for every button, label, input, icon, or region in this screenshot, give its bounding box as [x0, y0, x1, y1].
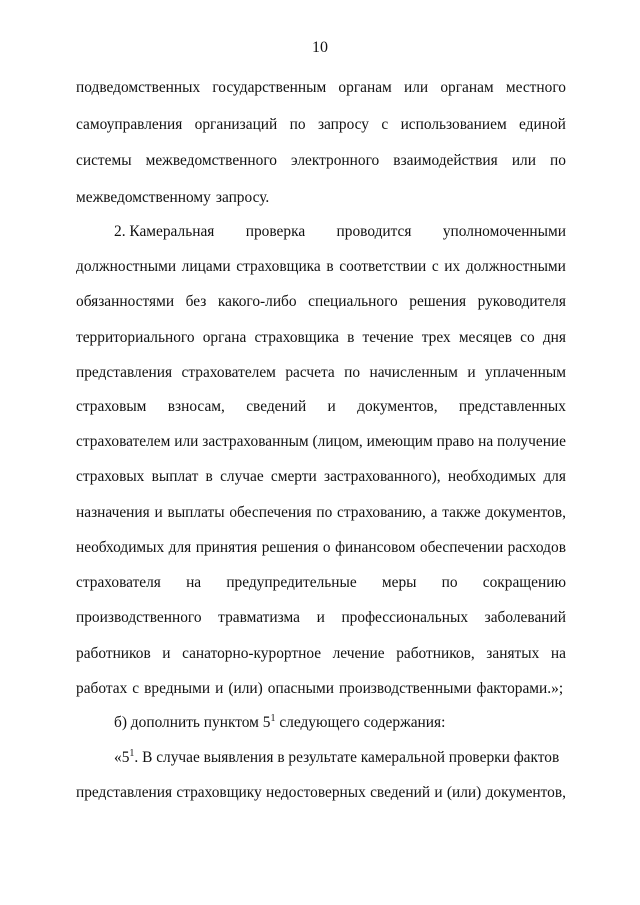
word: и [316, 609, 325, 626]
word: принятия [195, 539, 258, 556]
word: страховым [76, 398, 147, 415]
word: меры [381, 574, 417, 591]
word: дня [542, 329, 566, 346]
word: сведений [246, 398, 307, 415]
word: для [543, 468, 566, 485]
word: назначения [76, 504, 150, 521]
word: и [434, 784, 443, 801]
word: должностными [465, 258, 566, 275]
word: на [478, 433, 494, 450]
word: факторами.»; [476, 680, 564, 697]
word: или [174, 433, 199, 450]
word: по [550, 152, 566, 169]
word: в [326, 258, 334, 275]
word: межведомственного [145, 152, 277, 169]
word: в [347, 329, 355, 346]
word: застрахованным [202, 433, 309, 450]
word: соответствии [339, 258, 427, 275]
word: (или) [228, 680, 263, 697]
word: по [316, 504, 333, 521]
word: смерти [270, 468, 317, 485]
word: проводится [336, 223, 412, 240]
word: с [381, 116, 389, 133]
word: травматизма [218, 609, 300, 626]
word: случае [220, 468, 264, 485]
word: на [550, 645, 566, 662]
text-line [76, 573, 566, 593]
word: застрахованного), [324, 468, 441, 485]
word: имеющим [366, 433, 433, 450]
word: опасными [267, 680, 334, 697]
word: и [327, 398, 336, 415]
word: проверка [245, 223, 306, 240]
word: занятых [486, 645, 540, 662]
word: или [511, 152, 536, 169]
word: со [520, 329, 535, 346]
word: санаторно-курортное [182, 645, 322, 662]
word: страхователя [76, 574, 161, 591]
word: и [154, 504, 163, 521]
word: уплаченным [485, 364, 566, 381]
text-line [76, 292, 566, 312]
word: производственного [76, 609, 202, 626]
word: страхованию, [337, 504, 426, 521]
word: расчета [285, 364, 335, 381]
word: (или) [446, 784, 482, 801]
word: их [444, 258, 461, 275]
word: с [431, 258, 439, 275]
word: необходимых [447, 468, 537, 485]
text-line [76, 151, 566, 171]
word: работников, [396, 645, 475, 662]
word: органа [202, 329, 247, 346]
text-line [76, 78, 566, 98]
word: самоуправления [76, 116, 183, 133]
text-line [76, 783, 566, 803]
word: взносам, [167, 398, 225, 415]
text-line [76, 363, 566, 383]
word: электронного [291, 152, 380, 169]
text-run: «$5^1$. В случае выявления в результате камеральной проверки фактов [114, 748, 560, 766]
word: трех [421, 329, 451, 346]
text-line [76, 188, 566, 208]
word: взаимодействия [393, 152, 498, 169]
word: единой [519, 116, 566, 133]
word: получение [497, 433, 566, 450]
word: страхователем [181, 364, 276, 381]
text-line [114, 713, 566, 733]
word: заболеваний [484, 609, 566, 626]
word: работах [76, 680, 128, 697]
word: о [322, 539, 331, 556]
text-line [76, 608, 566, 628]
word: финансовом [335, 539, 416, 556]
superscript: 1 [270, 713, 276, 724]
word: обеспечении [419, 539, 504, 556]
text-run: . В случае выявления в результате камеральной проверки фактов [134, 749, 560, 766]
word: запросу [317, 116, 369, 133]
word: по [289, 116, 306, 133]
text-line [76, 467, 566, 487]
word: решения [261, 539, 319, 556]
text-line [76, 257, 566, 277]
word: по [344, 364, 361, 381]
word: выплат [151, 468, 199, 485]
word: предупредительные [226, 574, 357, 591]
word: представления [76, 784, 173, 801]
word: и [467, 364, 476, 381]
word: местного [505, 79, 566, 96]
text-line [76, 503, 566, 523]
word: органам [440, 79, 494, 96]
word: сокращению [482, 574, 566, 591]
word: а [430, 504, 438, 521]
word: обязанностями [76, 293, 175, 310]
word: или [403, 79, 429, 96]
word: лечение [332, 645, 385, 662]
word: использованием [400, 116, 507, 133]
word: на [186, 574, 202, 591]
text-line [76, 115, 566, 135]
word: право [436, 433, 475, 450]
word: профессиональных [341, 609, 469, 626]
word: документов, [485, 784, 566, 801]
word: необходимых [76, 539, 165, 556]
word: представления [76, 364, 173, 381]
word: специального [308, 293, 398, 310]
word: в [205, 468, 213, 485]
word: органам [338, 79, 392, 96]
word: страховщику [176, 784, 262, 801]
word: руководителя [477, 293, 566, 310]
word: производственными [338, 680, 472, 697]
word: по [441, 574, 458, 591]
text-run: б) дополнить пунктом $5^1$ следующего содержания: [114, 713, 446, 731]
word: (лицом, [312, 433, 363, 450]
word: лицами [181, 258, 231, 275]
word: страховщика [236, 258, 321, 275]
word: страхователем [76, 433, 171, 450]
word: работников [76, 645, 151, 662]
word: межведомственному [76, 189, 211, 206]
word: и [215, 680, 224, 697]
word: документов, [485, 504, 566, 521]
word: выплаты [167, 504, 225, 521]
text-line [114, 748, 566, 768]
word: запросу. [215, 189, 270, 206]
word: документов, [357, 398, 438, 415]
page-number: 10 [312, 39, 328, 56]
word: без [185, 293, 207, 310]
word: с [132, 680, 140, 697]
word: 2. Камеральная [114, 223, 215, 240]
word: начисленным [369, 364, 458, 381]
word: страховщика [254, 329, 339, 346]
superscript: 1 [129, 748, 135, 759]
text-line [76, 397, 566, 417]
word: уполномоченными [442, 223, 566, 240]
text-line [76, 538, 566, 558]
text-line [76, 432, 566, 452]
word: также [442, 504, 481, 521]
word: течение [362, 329, 414, 346]
text-line [76, 644, 566, 664]
text-line [114, 222, 566, 242]
word: вредными [144, 680, 211, 697]
word: расходов [507, 539, 566, 556]
text-line [76, 679, 566, 699]
word: представленных [458, 398, 566, 415]
text-line [76, 328, 566, 348]
word: государственным [212, 79, 327, 96]
word: страховых [76, 468, 145, 485]
word: какого-либо [217, 293, 297, 310]
word: сведений [370, 784, 431, 801]
word: недостоверных [266, 784, 366, 801]
word: подведомственных [76, 79, 201, 96]
word: должностными [76, 258, 177, 275]
text-run: следующего содержания: [275, 714, 446, 731]
word: месяцев [458, 329, 513, 346]
word: для [168, 539, 192, 556]
word: территориального [76, 329, 195, 346]
word: организаций [194, 116, 278, 133]
word: решения [409, 293, 467, 310]
word: системы [76, 152, 132, 169]
word: обеспечения [229, 504, 312, 521]
word: и [162, 645, 171, 662]
